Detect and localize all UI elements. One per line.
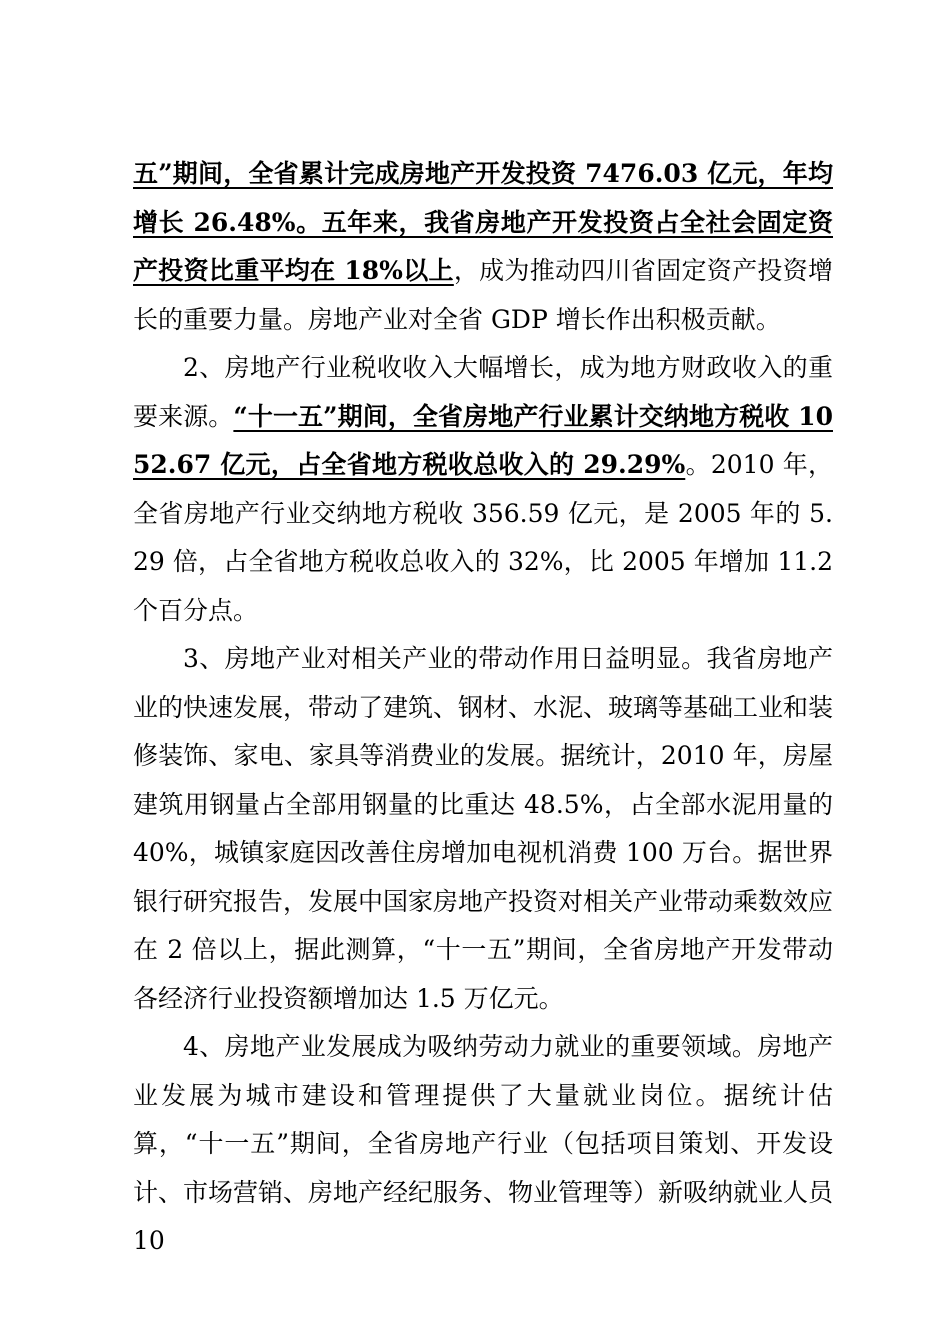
highlighted-text: “十一五”期间，全省房地产行业累计交纳地方税收 1052.67 亿元，占全省地方税收总收入的 29.29% <box>133 401 833 479</box>
paragraph-tax-revenue <box>133 344 833 635</box>
paragraph-related-industries <box>133 635 833 1023</box>
document-page <box>133 150 833 1266</box>
highlighted-text: 五”期间，全省累计完成房地产开发投资 7476.03 亿元，年均增长 26.48%。五年来，我省房地产开发投资占全社会固定资产投资比重平均在 18%以上 <box>133 159 833 285</box>
paragraph-employment <box>133 1023 833 1266</box>
body-text: 3、房地产业对相关产业的带动作用日益明显。我省房地产业的快速发展，带动了建筑、钢材、水泥、玻璃等基础工业和装修装饰、家电、家具等消费业的发展。据统计，2010 年，房屋建筑用钢量占全部用钢量的比重达 48.5%，占全部水泥用量的 40%，城镇家庭因改善住房增加电视机消费 100 万台。据世界银行研究报告，发展中国家房地产投资对相关产业带动乘数效应在 2 倍以上，据此测算，“十一五”期间，全省房地产开发带动各经济行业投资额增加达 1.5 万亿元。 <box>133 644 834 1013</box>
body-text: ，成为推动四川省固定资产投资增长的重要力量。房地产业对全省 GDP 增长作出积极贡献。 <box>133 256 833 334</box>
paragraph-investment <box>133 150 833 344</box>
body-text: 。2010 年，全省房地产行业交纳地方税收 356.59 亿元，是 2005 年的 5.29 倍，占全省地方税收总收入的 32%，比 2005 年增加 11.2 个百分点。 <box>133 450 833 625</box>
body-text: 4、房地产业发展成为吸纳劳动力就业的重要领域。房地产业发展为城市建设和管理提供了大量就业岗位。据统计估算，“十一五”期间，全省房地产行业（包括项目策划、开发设计、市场营销、房地产经纪服务、物业管理等）新吸纳就业人员 10 <box>133 1032 834 1255</box>
body-text: 2、房地产行业税收收入大幅增长，成为地方财政收入的重要来源。 <box>133 353 833 431</box>
